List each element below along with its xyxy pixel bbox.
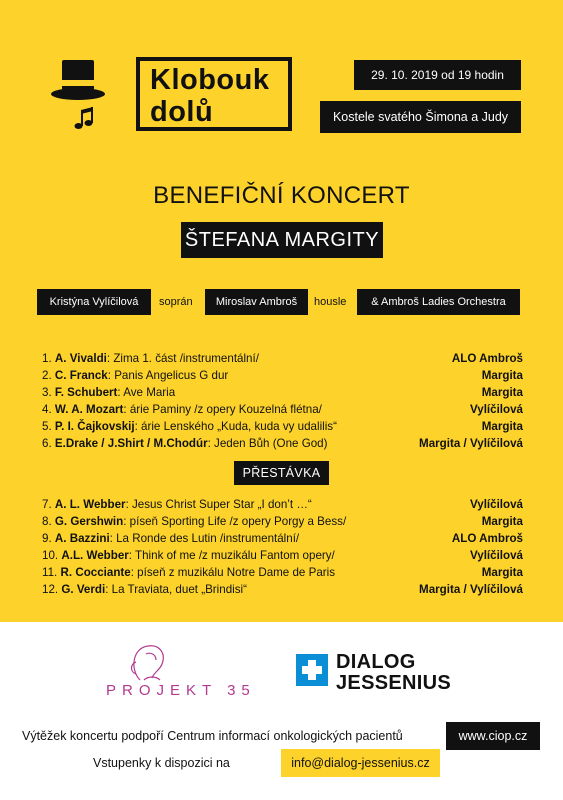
program-item-performer: Margita <box>481 386 523 399</box>
program-item <box>42 350 523 367</box>
violinist-role: housle <box>314 296 347 308</box>
program-item-piece: : Zima 1. část /instrumentální/ <box>106 352 259 365</box>
program-item-composer: A. L. Webber <box>54 498 126 511</box>
program-item-text <box>42 367 228 384</box>
program-item-piece: : árie Paminy /z opery Kouzelná flétna/ <box>123 403 322 416</box>
program-item-text <box>42 547 335 564</box>
dialog-line-2: JESSENIUS <box>336 672 451 694</box>
tickets-text: Vstupenky k dispozici na <box>93 756 230 770</box>
venue-box: Kostele svatého Šimona a Judy <box>320 101 521 133</box>
program-item-piece: : La Ronde des Lutin /instrumentální/ <box>109 532 300 545</box>
singer-role: soprán <box>159 296 193 308</box>
program-item-composer: W. A. Mozart <box>54 403 124 416</box>
program-item <box>42 564 523 581</box>
program-item-text <box>42 350 259 367</box>
program-item-number: 8. <box>42 515 52 528</box>
program-item-piece: : píseň z muzikálu Notre Dame de Paris <box>130 566 335 579</box>
dialog-jessenius-text <box>336 652 451 694</box>
program-item-composer: F. Schubert <box>54 386 118 399</box>
program-item <box>42 547 523 564</box>
program-item-piece: : píseň Sporting Life /z opery Porgy a Bess/ <box>123 515 347 528</box>
program-item-performer: Vylíčilová <box>469 403 523 416</box>
program-item-text <box>42 401 322 418</box>
music-note-icon <box>75 107 94 129</box>
program-item-composer: C. Franck <box>54 369 108 382</box>
program-item-number: 9. <box>42 532 52 545</box>
program-item-performer: ALO Ambroš <box>451 352 523 365</box>
website-link[interactable]: www.ciop.cz <box>446 722 540 750</box>
program-item-performer: Vylíčilová <box>469 549 523 562</box>
program-item-number: 5. <box>42 420 52 433</box>
projekt-35-logo <box>100 640 240 710</box>
program-item <box>42 513 523 530</box>
honoree-box: ŠTEFANA MARGITY <box>181 222 383 258</box>
program-item <box>42 496 523 513</box>
program-item-composer: A. Vivaldi <box>54 352 107 365</box>
program-item-number: 10. <box>42 549 59 562</box>
intermission-box: PŘESTÁVKA <box>234 461 329 485</box>
program-item-number: 1. <box>42 352 52 365</box>
program-item-performer: Margita <box>481 515 523 528</box>
program-item-text <box>42 513 346 530</box>
program-item-performer: ALO Ambroš <box>451 532 523 545</box>
program-item-performer: Margita / Vylíčilová <box>419 583 523 596</box>
program-item <box>42 401 523 418</box>
program-item-text <box>42 530 299 547</box>
program-item-piece: : Think of me /z muzikálu Fantom opery/ <box>128 549 335 562</box>
program-item-performer: Margita / Vylíčilová <box>419 437 523 450</box>
program-item <box>42 530 523 547</box>
program-item-number: 12. <box>42 583 59 596</box>
orchestra-box: & Ambroš Ladies Orchestra <box>357 289 520 315</box>
date-box: 29. 10. 2019 od 19 hodin <box>354 60 521 90</box>
violinist-box: Miroslav Ambroš <box>205 289 308 315</box>
program-item-text <box>42 564 335 581</box>
program-item-text <box>42 384 175 401</box>
program-item-composer: R. Cocciante <box>60 566 131 579</box>
program-item-number: 3. <box>42 386 52 399</box>
program-item-piece: : Jeden Bůh (One God) <box>207 437 328 450</box>
program-item-composer: P. I. Čajkovskij <box>54 420 135 433</box>
program-item <box>42 435 523 452</box>
program-item-piece: : Ave Maria <box>117 386 176 399</box>
program-item-composer: G. Verdi <box>61 583 106 596</box>
medical-cross-icon <box>296 654 328 686</box>
program-item-text <box>42 581 247 598</box>
program-item <box>42 367 523 384</box>
program-item-composer: A. Bazzini <box>54 532 110 545</box>
program-item-performer: Margita <box>481 566 523 579</box>
program-item-text <box>42 435 327 452</box>
email-link[interactable]: info@dialog-jessenius.cz <box>281 749 440 777</box>
program-item-number: 6. <box>42 437 52 450</box>
dialog-line-1: DIALOG <box>336 651 416 673</box>
program-item <box>42 418 523 435</box>
program-item <box>42 384 523 401</box>
concert-title: BENEFIČNÍ KONCERT <box>153 182 410 209</box>
program-item-number: 4. <box>42 403 52 416</box>
program-item-text <box>42 418 337 435</box>
logo-line-1: Klobouk <box>150 64 270 96</box>
program-item-composer: A.L. Webber <box>61 549 129 562</box>
projekt-35-text: PROJEKT 35 <box>106 682 256 699</box>
singer-box: Kristýna Vylíčilová <box>37 289 151 315</box>
program-item-number: 2. <box>42 369 52 382</box>
logo-line-2: dolů <box>150 96 214 128</box>
program-item-piece: : La Traviata, duet „Brindisi“ <box>105 583 247 596</box>
top-hat-icon <box>50 58 106 138</box>
program-item-number: 11. <box>42 566 58 579</box>
program-item-piece: : Jesus Christ Super Star „I don’t …“ <box>125 498 312 511</box>
program-item-performer: Margita <box>481 369 523 382</box>
program-item-performer: Vylíčilová <box>469 498 523 511</box>
klobouk-dolu-logo <box>136 57 292 131</box>
program-item-performer: Margita <box>481 420 523 433</box>
program-item-composer: E.Drake / J.Shirt / M.Chodúr <box>54 437 208 450</box>
program-item-piece: : árie Lenského „Kuda, kuda vy udalilis“ <box>134 420 337 433</box>
program-item-text <box>42 496 312 513</box>
program-item-piece: : Panis Angelicus G dur <box>107 369 229 382</box>
proceeds-text: Výtěžek koncertu podpoří Centrum informací onkologických pacientů <box>22 729 403 743</box>
program-item-composer: G. Gershwin <box>54 515 124 528</box>
program-item <box>42 581 523 598</box>
program-item-number: 7. <box>42 498 52 511</box>
